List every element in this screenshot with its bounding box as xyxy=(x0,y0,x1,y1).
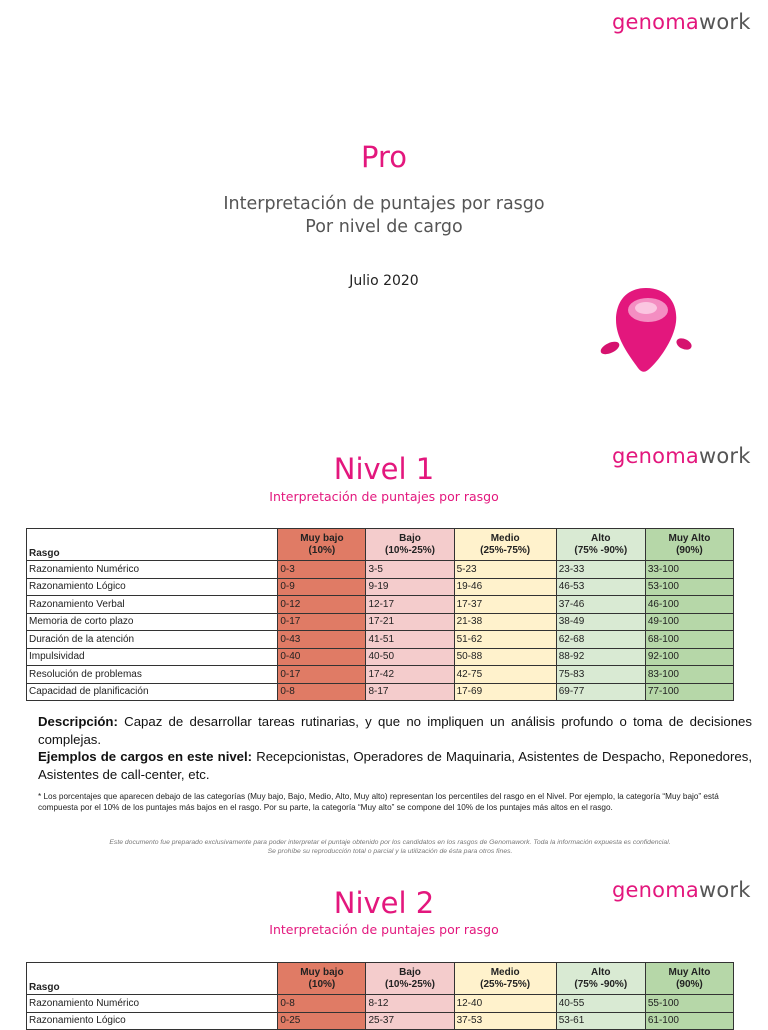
cell-alto: 40-55 xyxy=(556,995,645,1013)
cell-muy-alto: 61-100 xyxy=(645,1012,733,1030)
table-row xyxy=(27,561,734,579)
header-alto: Alto (75% -90%) xyxy=(556,963,645,995)
cell-bajo: 17-42 xyxy=(366,666,454,684)
header-muy-alto: Muy Alto (90%) xyxy=(645,529,733,561)
cell-muy-alto: 55-100 xyxy=(645,995,733,1013)
cell-rasgo: Capacidad de planificación xyxy=(27,683,278,701)
cell-rasgo: Razonamiento Lógico xyxy=(27,1012,278,1030)
cover-subtitle-1: Interpretación de puntajes por rasgo xyxy=(223,194,545,214)
examples-text: Recepcionistas, Operadores de Maquinaria, Asistentes de Despacho, Reponedores, Asistentes de call-center, etc. xyxy=(38,749,752,782)
table-row xyxy=(27,631,734,649)
cell-alto: 23-33 xyxy=(556,561,645,579)
cell-bajo: 41-51 xyxy=(366,631,454,649)
cell-bajo: 40-50 xyxy=(366,648,454,666)
cell-muy-alto: 83-100 xyxy=(645,666,733,684)
table-row xyxy=(27,578,734,596)
header-alto: Alto (75% -90%) xyxy=(556,529,645,561)
header-muy-bajo: Muy bajo (10%) xyxy=(278,529,366,561)
nivel1-table-body xyxy=(27,561,734,701)
table-header-row xyxy=(27,963,734,995)
header-bajo: Bajo (10%-25%) xyxy=(366,529,454,561)
nivel2-title: Nivel 2 xyxy=(333,886,435,920)
mascot-icon xyxy=(596,282,696,378)
cell-muy-bajo: 0-40 xyxy=(278,648,366,666)
cell-alto: 37-46 xyxy=(556,596,645,614)
cell-muy-alto: 53-100 xyxy=(645,578,733,596)
brand-logo: genomawork xyxy=(612,10,751,34)
brand-logo: genomawork xyxy=(612,878,751,902)
cell-rasgo: Razonamiento Lógico xyxy=(27,578,278,596)
cell-medio: 37-53 xyxy=(454,1012,556,1030)
cell-medio: 12-40 xyxy=(454,995,556,1013)
cell-medio: 21-38 xyxy=(454,613,556,631)
cell-muy-bajo: 0-17 xyxy=(278,613,366,631)
nivel1-description xyxy=(38,713,752,748)
header-rasgo: Rasgo xyxy=(27,963,278,995)
nivel1-examples xyxy=(38,748,752,783)
cell-medio: 5-23 xyxy=(454,561,556,579)
nivel1-subtitle: Interpretación de puntajes por rasgo xyxy=(269,489,499,504)
cell-muy-alto: 77-100 xyxy=(645,683,733,701)
header-muy-bajo: Muy bajo (10%) xyxy=(278,963,366,995)
cell-bajo: 9-19 xyxy=(366,578,454,596)
nivel2-table xyxy=(26,962,734,1030)
nivel1-table xyxy=(26,528,734,701)
cell-bajo: 25-37 xyxy=(366,1012,454,1030)
cover-date: Julio 2020 xyxy=(349,273,419,289)
cell-muy-bajo: 0-9 xyxy=(278,578,366,596)
cell-alto: 75-83 xyxy=(556,666,645,684)
table-header-row xyxy=(27,529,734,561)
cell-bajo: 8-12 xyxy=(366,995,454,1013)
cell-muy-bajo: 0-25 xyxy=(278,1012,366,1030)
cell-muy-bajo: 0-12 xyxy=(278,596,366,614)
header-medio: Medio (25%-75%) xyxy=(454,963,556,995)
header-medio: Medio (25%-75%) xyxy=(454,529,556,561)
cell-alto: 62-68 xyxy=(556,631,645,649)
table-row xyxy=(27,613,734,631)
table-row xyxy=(27,995,734,1013)
confidential-note: Este documento fue preparado exclusivamente para poder interpretar el puntaje obtenido por los candidatos en los rasgos de Genomawork. Toda la información expuesta es confidencial. Se prohíbe su reproducción total o parcial y la utilización de ésta para otros fines. xyxy=(109,839,671,855)
cell-medio: 42-75 xyxy=(454,666,556,684)
header-muy-alto: Muy Alto (90%) xyxy=(645,963,733,995)
header-rasgo: Rasgo xyxy=(27,529,278,561)
cell-bajo: 3-5 xyxy=(366,561,454,579)
cell-muy-bajo: 0-17 xyxy=(278,666,366,684)
description-text: Capaz de desarrollar tareas rutinarias, y que no impliquen un análisis profundo o toma de decisiones complejas. xyxy=(38,714,752,747)
cell-muy-alto: 68-100 xyxy=(645,631,733,649)
header-bajo: Bajo (10%-25%) xyxy=(366,963,454,995)
cell-muy-alto: 46-100 xyxy=(645,596,733,614)
cell-medio: 19-46 xyxy=(454,578,556,596)
examples-label: Ejemplos de cargos en este nivel: xyxy=(38,749,253,764)
table-row xyxy=(27,683,734,701)
cell-medio: 17-37 xyxy=(454,596,556,614)
nivel1-title: Nivel 1 xyxy=(333,452,435,486)
cell-alto: 53-61 xyxy=(556,1012,645,1030)
cell-muy-alto: 49-100 xyxy=(645,613,733,631)
cell-muy-alto: 92-100 xyxy=(645,648,733,666)
nivel2-table-body xyxy=(27,995,734,1030)
cell-medio: 51-62 xyxy=(454,631,556,649)
table-row xyxy=(27,596,734,614)
cell-rasgo: Razonamiento Numérico xyxy=(27,561,278,579)
table-row xyxy=(27,1012,734,1030)
nivel2-subtitle: Interpretación de puntajes por rasgo xyxy=(269,922,499,937)
cover-subtitle-2: Por nivel de cargo xyxy=(305,217,463,237)
cell-rasgo: Memoria de corto plazo xyxy=(27,613,278,631)
nivel1-footnote: * Los porcentajes que aparecen debajo de las categorías (Muy bajo, Bajo, Medio, Alto, Muy alto) representan los percentiles del rasgo en el Nivel. Por ejemplo, la categoría “Muy bajo” está compuesta por el 10% de los puntajes más bajos en el rasgo. Por su parte, la categoría “Muy alto” se compone del 10% de los puntajes más altos en el rasgo. xyxy=(38,792,719,812)
cell-bajo: 17-21 xyxy=(366,613,454,631)
cell-medio: 17-69 xyxy=(454,683,556,701)
cell-rasgo: Resolución de problemas xyxy=(27,666,278,684)
description-label: Descripción: xyxy=(38,714,118,729)
cell-rasgo: Razonamiento Verbal xyxy=(27,596,278,614)
brand-logo: genomawork xyxy=(612,444,751,468)
cell-muy-bajo: 0-43 xyxy=(278,631,366,649)
cell-alto: 46-53 xyxy=(556,578,645,596)
cell-rasgo: Razonamiento Numérico xyxy=(27,995,278,1013)
cell-alto: 88-92 xyxy=(556,648,645,666)
table-row xyxy=(27,648,734,666)
cell-alto: 38-49 xyxy=(556,613,645,631)
cell-bajo: 8-17 xyxy=(366,683,454,701)
cell-rasgo: Duración de la atención xyxy=(27,631,278,649)
cell-muy-bajo: 0-8 xyxy=(278,995,366,1013)
cell-muy-alto: 33-100 xyxy=(645,561,733,579)
cell-alto: 69-77 xyxy=(556,683,645,701)
cell-muy-bajo: 0-8 xyxy=(278,683,366,701)
cover-title: Pro xyxy=(360,140,407,174)
cell-rasgo: Impulsividad xyxy=(27,648,278,666)
table-row xyxy=(27,666,734,684)
cell-medio: 50-88 xyxy=(454,648,556,666)
cell-bajo: 12-17 xyxy=(366,596,454,614)
cell-muy-bajo: 0-3 xyxy=(278,561,366,579)
